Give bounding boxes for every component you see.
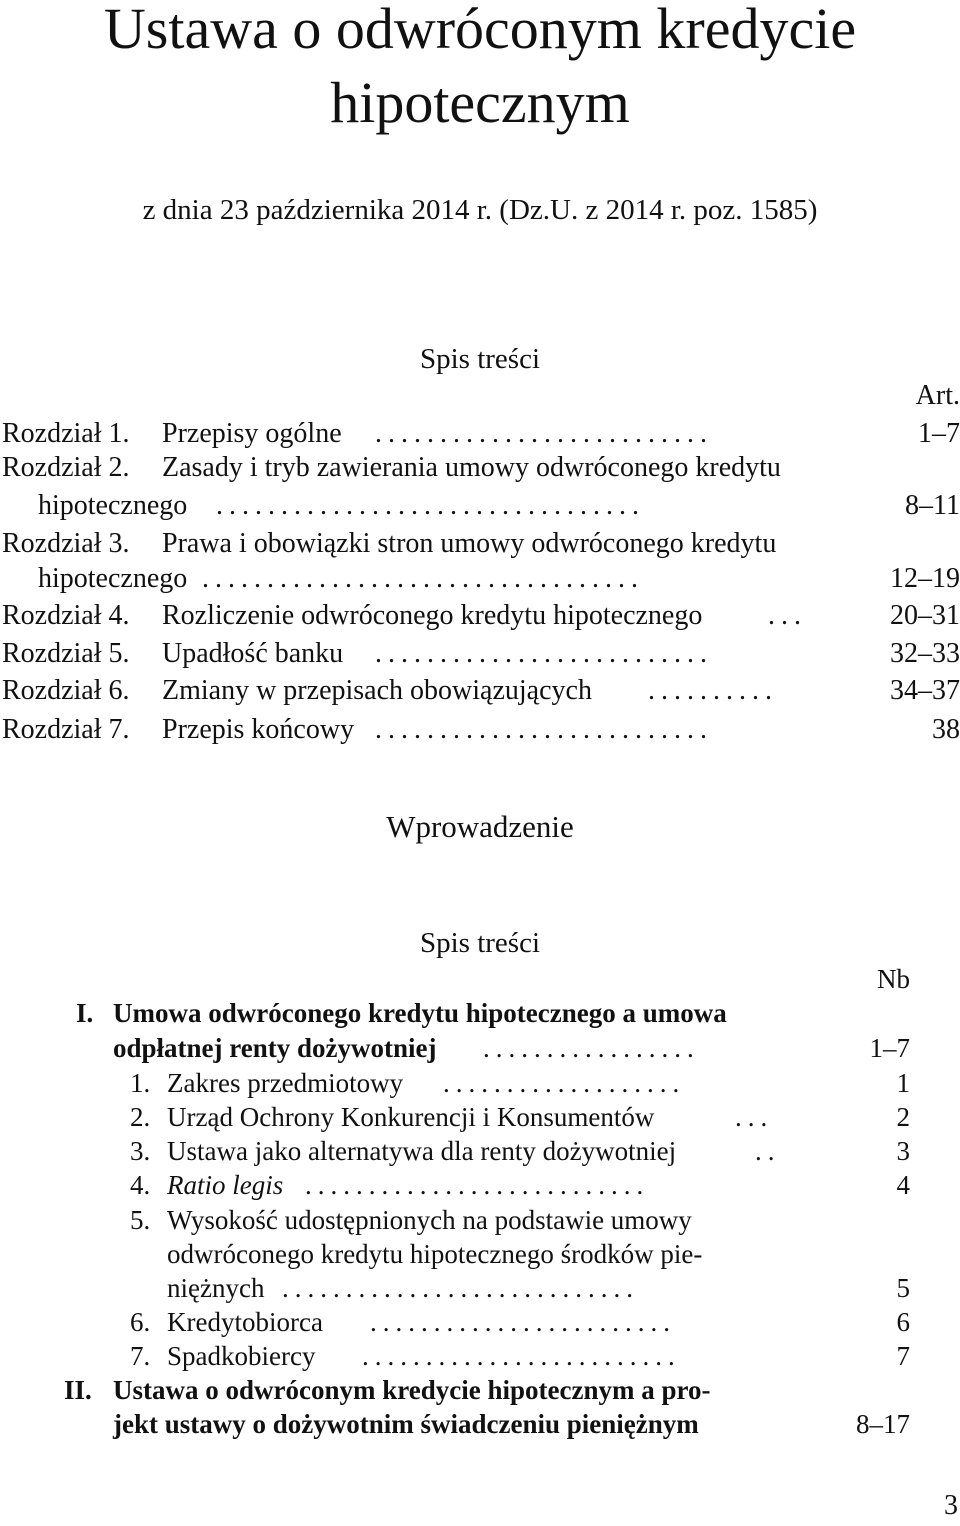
toc-part-title[interactable]: Ustawa o odwróconym kredycie hipotecznym a pro- (113, 1375, 711, 1405)
toc-item-title-cont[interactable]: odwróconego kredytu hipotecznego środków pie- (167, 1239, 703, 1269)
toc-chapter-title[interactable]: Zmiany w przepisach obowiązujących (162, 675, 592, 706)
toc-chapter-number[interactable]: Rozdział 3. (2, 528, 130, 559)
toc-chapter-number[interactable]: Rozdział 7. (2, 714, 130, 745)
toc-chapter-number[interactable]: Rozdział 5. (2, 638, 130, 669)
document-subtitle: z dnia 23 października 2014 r. (Dz.U. z 2014 r. poz. 1585) (142, 194, 818, 226)
toc-chapter-title[interactable]: Prawa i obowiązki stron umowy odwróconego kredytu (162, 528, 777, 559)
toc-item-nb: 6 (896, 1307, 910, 1337)
toc-chapter-articles: 12–19 (890, 563, 960, 594)
toc-chapter-number[interactable]: Rozdział 2. (2, 452, 130, 483)
toc-part-title[interactable]: Umowa odwróconego kredytu hipotecznego a umowa (113, 998, 727, 1028)
toc-item-title[interactable]: Urząd Ochrony Konkurencji i Konsumentów (167, 1102, 655, 1132)
toc-item-title[interactable]: Kredytobiorca (167, 1307, 323, 1337)
toc-introduction-heading: Spis treści (419, 927, 541, 959)
toc-chapter-title[interactable]: Zasady i tryb zawierania umowy odwróconego kredytu (162, 452, 781, 483)
toc-item-nb: 1 (896, 1068, 910, 1098)
toc-chapter-number[interactable]: Rozdział 1. (2, 418, 130, 449)
toc-introduction-column-header: Nb (877, 964, 910, 994)
toc-leader-dots: ........................ (370, 1307, 676, 1337)
toc-chapter-articles: 32–33 (890, 638, 960, 669)
toc-item-nb: 4 (896, 1170, 910, 1200)
toc-leader-dots: .. (755, 1136, 781, 1166)
toc-item-title[interactable]: Wysokość udostępnionych na podstawie umowy (167, 1205, 692, 1235)
toc-item-nb: 2 (896, 1102, 910, 1132)
toc-part-title-cont[interactable]: jekt ustawy o dożywotnim świadczeniu pieniężnym (113, 1409, 699, 1439)
toc-chapter-title[interactable]: Przepis końcowy (162, 714, 355, 745)
toc-item-number[interactable]: 4. (130, 1170, 151, 1200)
toc-item-title[interactable]: Zakres przedmiotowy (167, 1068, 404, 1098)
toc-chapter-articles: 1–7 (918, 418, 960, 449)
toc-chapter-title-cont[interactable]: hipotecznego (38, 490, 188, 521)
toc-item-title[interactable]: Ratio legis (167, 1170, 284, 1200)
toc-chapter-number[interactable]: Rozdział 4. (2, 600, 130, 631)
document-title-line-1: Ustawa o odwróconym kredycie (103, 0, 857, 61)
toc-chapter-title[interactable]: Rozliczenie odwróconego kredytu hipotecznego (162, 600, 703, 631)
toc-item-number[interactable]: 5. (130, 1205, 151, 1235)
toc-item-number[interactable]: 7. (130, 1341, 151, 1371)
toc-chapter-articles: 38 (932, 714, 960, 745)
document-title-line-2: hipotecznym (330, 70, 630, 135)
toc-chapter-title[interactable]: Przepisy ogólne (162, 418, 342, 449)
toc-item-number[interactable]: 3. (130, 1136, 151, 1166)
toc-chapter-number[interactable]: Rozdział 6. (2, 675, 130, 706)
toc-chapter-title[interactable]: Upadłość banku (162, 638, 344, 669)
toc-leader-dots: .......................... (375, 714, 713, 745)
toc-item-number[interactable]: 2. (130, 1102, 151, 1132)
page-number: 3 (944, 1490, 958, 1521)
toc-leader-dots: ................. (483, 1033, 700, 1063)
toc-statute-heading: Spis treści (419, 343, 541, 375)
toc-part-nb: 8–17 (856, 1409, 910, 1439)
toc-item-title-cont[interactable]: niężnych (167, 1273, 265, 1303)
toc-chapter-articles: 8–11 (905, 490, 960, 521)
toc-chapter-articles: 34–37 (890, 675, 960, 706)
toc-part-nb: 1–7 (869, 1033, 910, 1063)
toc-item-nb: 7 (896, 1341, 910, 1371)
toc-statute-column-header: Art. (915, 380, 960, 411)
toc-leader-dots: ... (768, 600, 807, 631)
toc-leader-dots: .................................. (202, 563, 644, 594)
toc-leader-dots: ......................... (362, 1341, 681, 1371)
introduction-heading: Wprowadzenie (386, 809, 574, 844)
toc-leader-dots: .......... (648, 675, 778, 706)
toc-leader-dots: .......................... (375, 418, 713, 449)
toc-chapter-title-cont[interactable]: hipotecznego (38, 563, 188, 594)
toc-part-number[interactable]: I. (76, 998, 94, 1028)
toc-leader-dots: ................... (443, 1068, 686, 1098)
document-title (0, 0, 960, 140)
toc-item-title[interactable]: Ustawa jako alternatywa dla renty dożywotniej (167, 1136, 677, 1166)
toc-item-number[interactable]: 6. (130, 1307, 151, 1337)
toc-leader-dots: ... (735, 1102, 774, 1132)
toc-item-nb: 3 (896, 1136, 910, 1166)
toc-item-nb: 5 (896, 1273, 910, 1303)
toc-part-title-cont[interactable]: odpłatnej renty dożywotniej (113, 1033, 437, 1063)
toc-part-number[interactable]: II. (64, 1375, 92, 1405)
toc-leader-dots: ........................... (305, 1170, 650, 1200)
toc-leader-dots: ................................. (216, 490, 645, 521)
toc-item-title[interactable]: Spadkobiercy (167, 1341, 316, 1371)
toc-leader-dots: ............................ (282, 1273, 639, 1303)
toc-chapter-articles: 20–31 (890, 600, 960, 631)
toc-leader-dots: .......................... (375, 638, 713, 669)
toc-item-number[interactable]: 1. (130, 1068, 151, 1098)
